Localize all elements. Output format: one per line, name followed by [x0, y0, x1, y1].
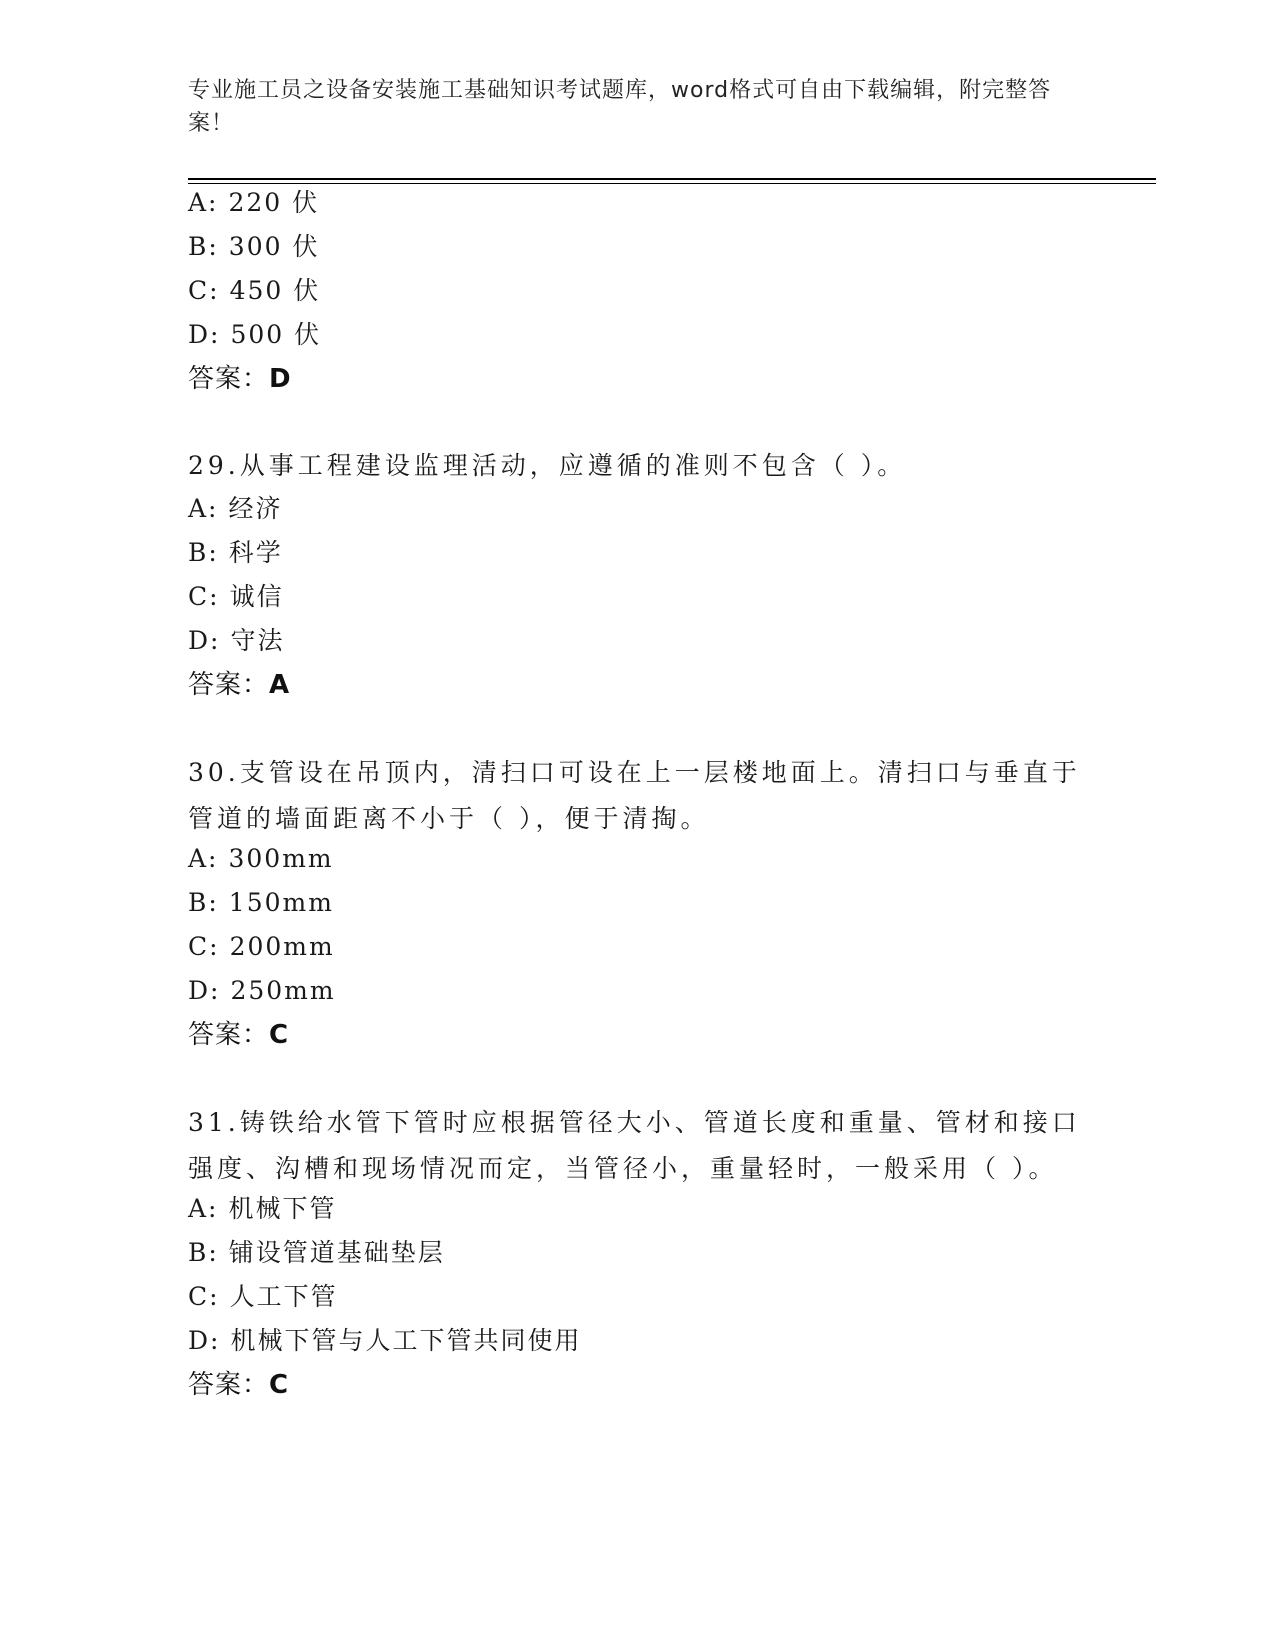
- answer-line: [188, 670, 290, 700]
- option-text: 250mm: [230, 976, 336, 1005]
- answer-value: C: [269, 1370, 290, 1400]
- answer-label: 答案：: [188, 1370, 270, 1400]
- option-letter: B:: [188, 1238, 219, 1267]
- option-text: 科学: [228, 538, 283, 567]
- option-letter: B:: [188, 888, 219, 917]
- option-text: 220 伏: [228, 188, 320, 217]
- answer-value: C: [269, 1020, 290, 1050]
- header-rule-thick: [188, 178, 1156, 180]
- question-29: 29.从事工程建设监理活动，应遵循的准则不包含（ ）。: [188, 451, 907, 480]
- option-letter: A:: [188, 844, 219, 873]
- option-text: 500 伏: [230, 320, 322, 349]
- option-text: 450 伏: [229, 276, 321, 305]
- option-letter: A:: [188, 188, 219, 217]
- option-a: [188, 844, 334, 874]
- option-letter: B:: [188, 232, 219, 261]
- option-b: [188, 538, 283, 568]
- question-31: 31.铸铁给水管下管时应根据管径大小、管道长度和重量、管材和接口强度、沟槽和现场情况而定，当管径小，重量轻时，一般采用（ ）。: [188, 1108, 1081, 1183]
- option-letter: C:: [188, 276, 220, 305]
- answer-line: [188, 1020, 289, 1050]
- option-text: 机械下管: [228, 1194, 337, 1223]
- option-text: 铺设管道基础垫层: [228, 1238, 445, 1267]
- header-rule-thin: [188, 183, 1156, 184]
- answer-value: D: [269, 364, 292, 394]
- option-text: 经济: [228, 494, 283, 523]
- question-30: 30.支管设在吊顶内，清扫口可设在上一层楼地面上。清扫口与垂直于管道的墙面距离不小于（ ），便于清掏。: [188, 758, 1081, 833]
- option-text: 机械下管与人工下管共同使用: [230, 1326, 582, 1355]
- option-letter: B:: [188, 538, 219, 567]
- option-text: 守法: [230, 626, 285, 655]
- option-a: [188, 188, 319, 218]
- option-d: [188, 626, 284, 656]
- option-text: 300mm: [228, 844, 334, 873]
- option-text: 200mm: [229, 932, 335, 961]
- option-letter: C:: [188, 1282, 220, 1311]
- option-b: [188, 1238, 445, 1268]
- option-text: 150mm: [228, 888, 334, 917]
- option-b: [188, 232, 319, 262]
- option-c: [188, 582, 284, 612]
- option-letter: A:: [188, 1194, 219, 1223]
- option-d: [188, 320, 321, 350]
- option-letter: D:: [188, 320, 221, 349]
- option-letter: C:: [188, 582, 220, 611]
- option-a: [188, 494, 283, 524]
- option-letter: C:: [188, 932, 220, 961]
- option-letter: D:: [188, 1326, 221, 1355]
- answer-value: A: [269, 670, 291, 700]
- option-c: [188, 932, 335, 962]
- option-d: [188, 976, 336, 1006]
- option-a: [188, 1194, 337, 1224]
- answer-line: [188, 364, 292, 394]
- option-letter: D:: [188, 626, 221, 655]
- option-text: 人工下管: [229, 1282, 338, 1311]
- option-d: [188, 1326, 581, 1356]
- option-c: [188, 1282, 338, 1312]
- document-header: 专业施工员之设备安装施工基础知识考试题库，word格式可自由下载编辑，附完整答案！: [188, 78, 1052, 136]
- answer-label: 答案：: [188, 1020, 270, 1050]
- option-text: 300 伏: [228, 232, 320, 261]
- option-letter: A:: [188, 494, 219, 523]
- answer-label: 答案：: [188, 364, 270, 394]
- answer-line: [188, 1370, 289, 1400]
- option-letter: D:: [188, 976, 221, 1005]
- option-b: [188, 888, 334, 918]
- answer-label: 答案：: [188, 670, 270, 700]
- option-text: 诚信: [229, 582, 284, 611]
- option-c: [188, 276, 320, 306]
